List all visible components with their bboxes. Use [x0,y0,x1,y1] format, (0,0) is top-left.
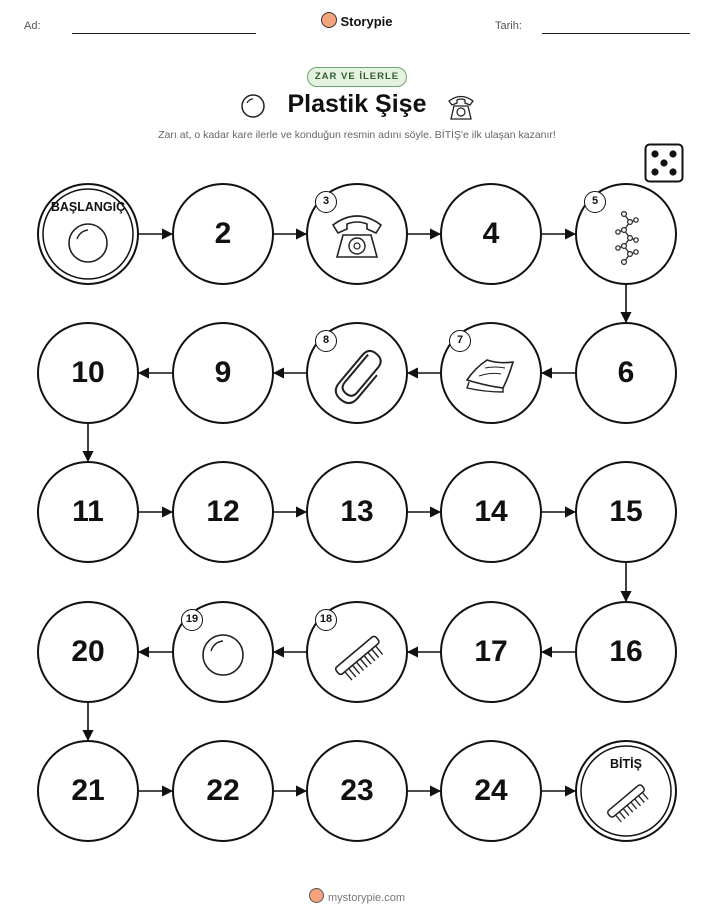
page-title: Plastik Şişe [287,90,427,118]
space-number: 6 [617,356,635,389]
space-number-badge: 19 [181,609,203,631]
space-number: 24 [474,774,508,807]
space-number: 16 [609,635,643,668]
space-number: 4 [482,217,500,250]
start-space [38,184,138,284]
space-number: 10 [71,356,105,389]
finish-label: BİTİŞ [610,757,642,771]
footer-url: mystorypie.com [327,892,406,904]
space-number: 17 [474,635,508,668]
space-number: 22 [206,774,240,807]
space-number: 11 [72,495,104,528]
game-type-badge: ZAR VE İLERLE [307,67,407,87]
start-label: BAŞLANGIÇ [50,200,126,214]
space-number-badge: 3 [315,191,337,213]
space-number: 9 [214,356,232,389]
instructions: Zarı at, o kadar kare ilerle ve konduğun resmin adını söyle. BİTİŞ'e ilk ulaşan kazanır! [158,129,556,141]
finish-space [576,741,676,841]
space-number-badge: 18 [315,609,337,631]
space-number: 2 [214,217,232,250]
date-label: Tarih: [495,20,522,32]
space-number: 21 [71,774,105,807]
footer [0,888,714,904]
space-number-badge: 8 [315,330,337,352]
space-number: 13 [340,495,374,528]
space-number: 20 [71,635,105,668]
name-label: Ad: [24,20,41,32]
brand-name: Storypie [340,14,393,29]
storypie-logo-icon [309,888,324,903]
space-number: 12 [206,495,240,528]
space-number: 14 [474,495,508,528]
space-number: 15 [609,495,643,528]
space-number-badge: 7 [449,330,471,352]
space-number-badge: 5 [584,191,606,213]
space-number: 23 [340,774,374,807]
